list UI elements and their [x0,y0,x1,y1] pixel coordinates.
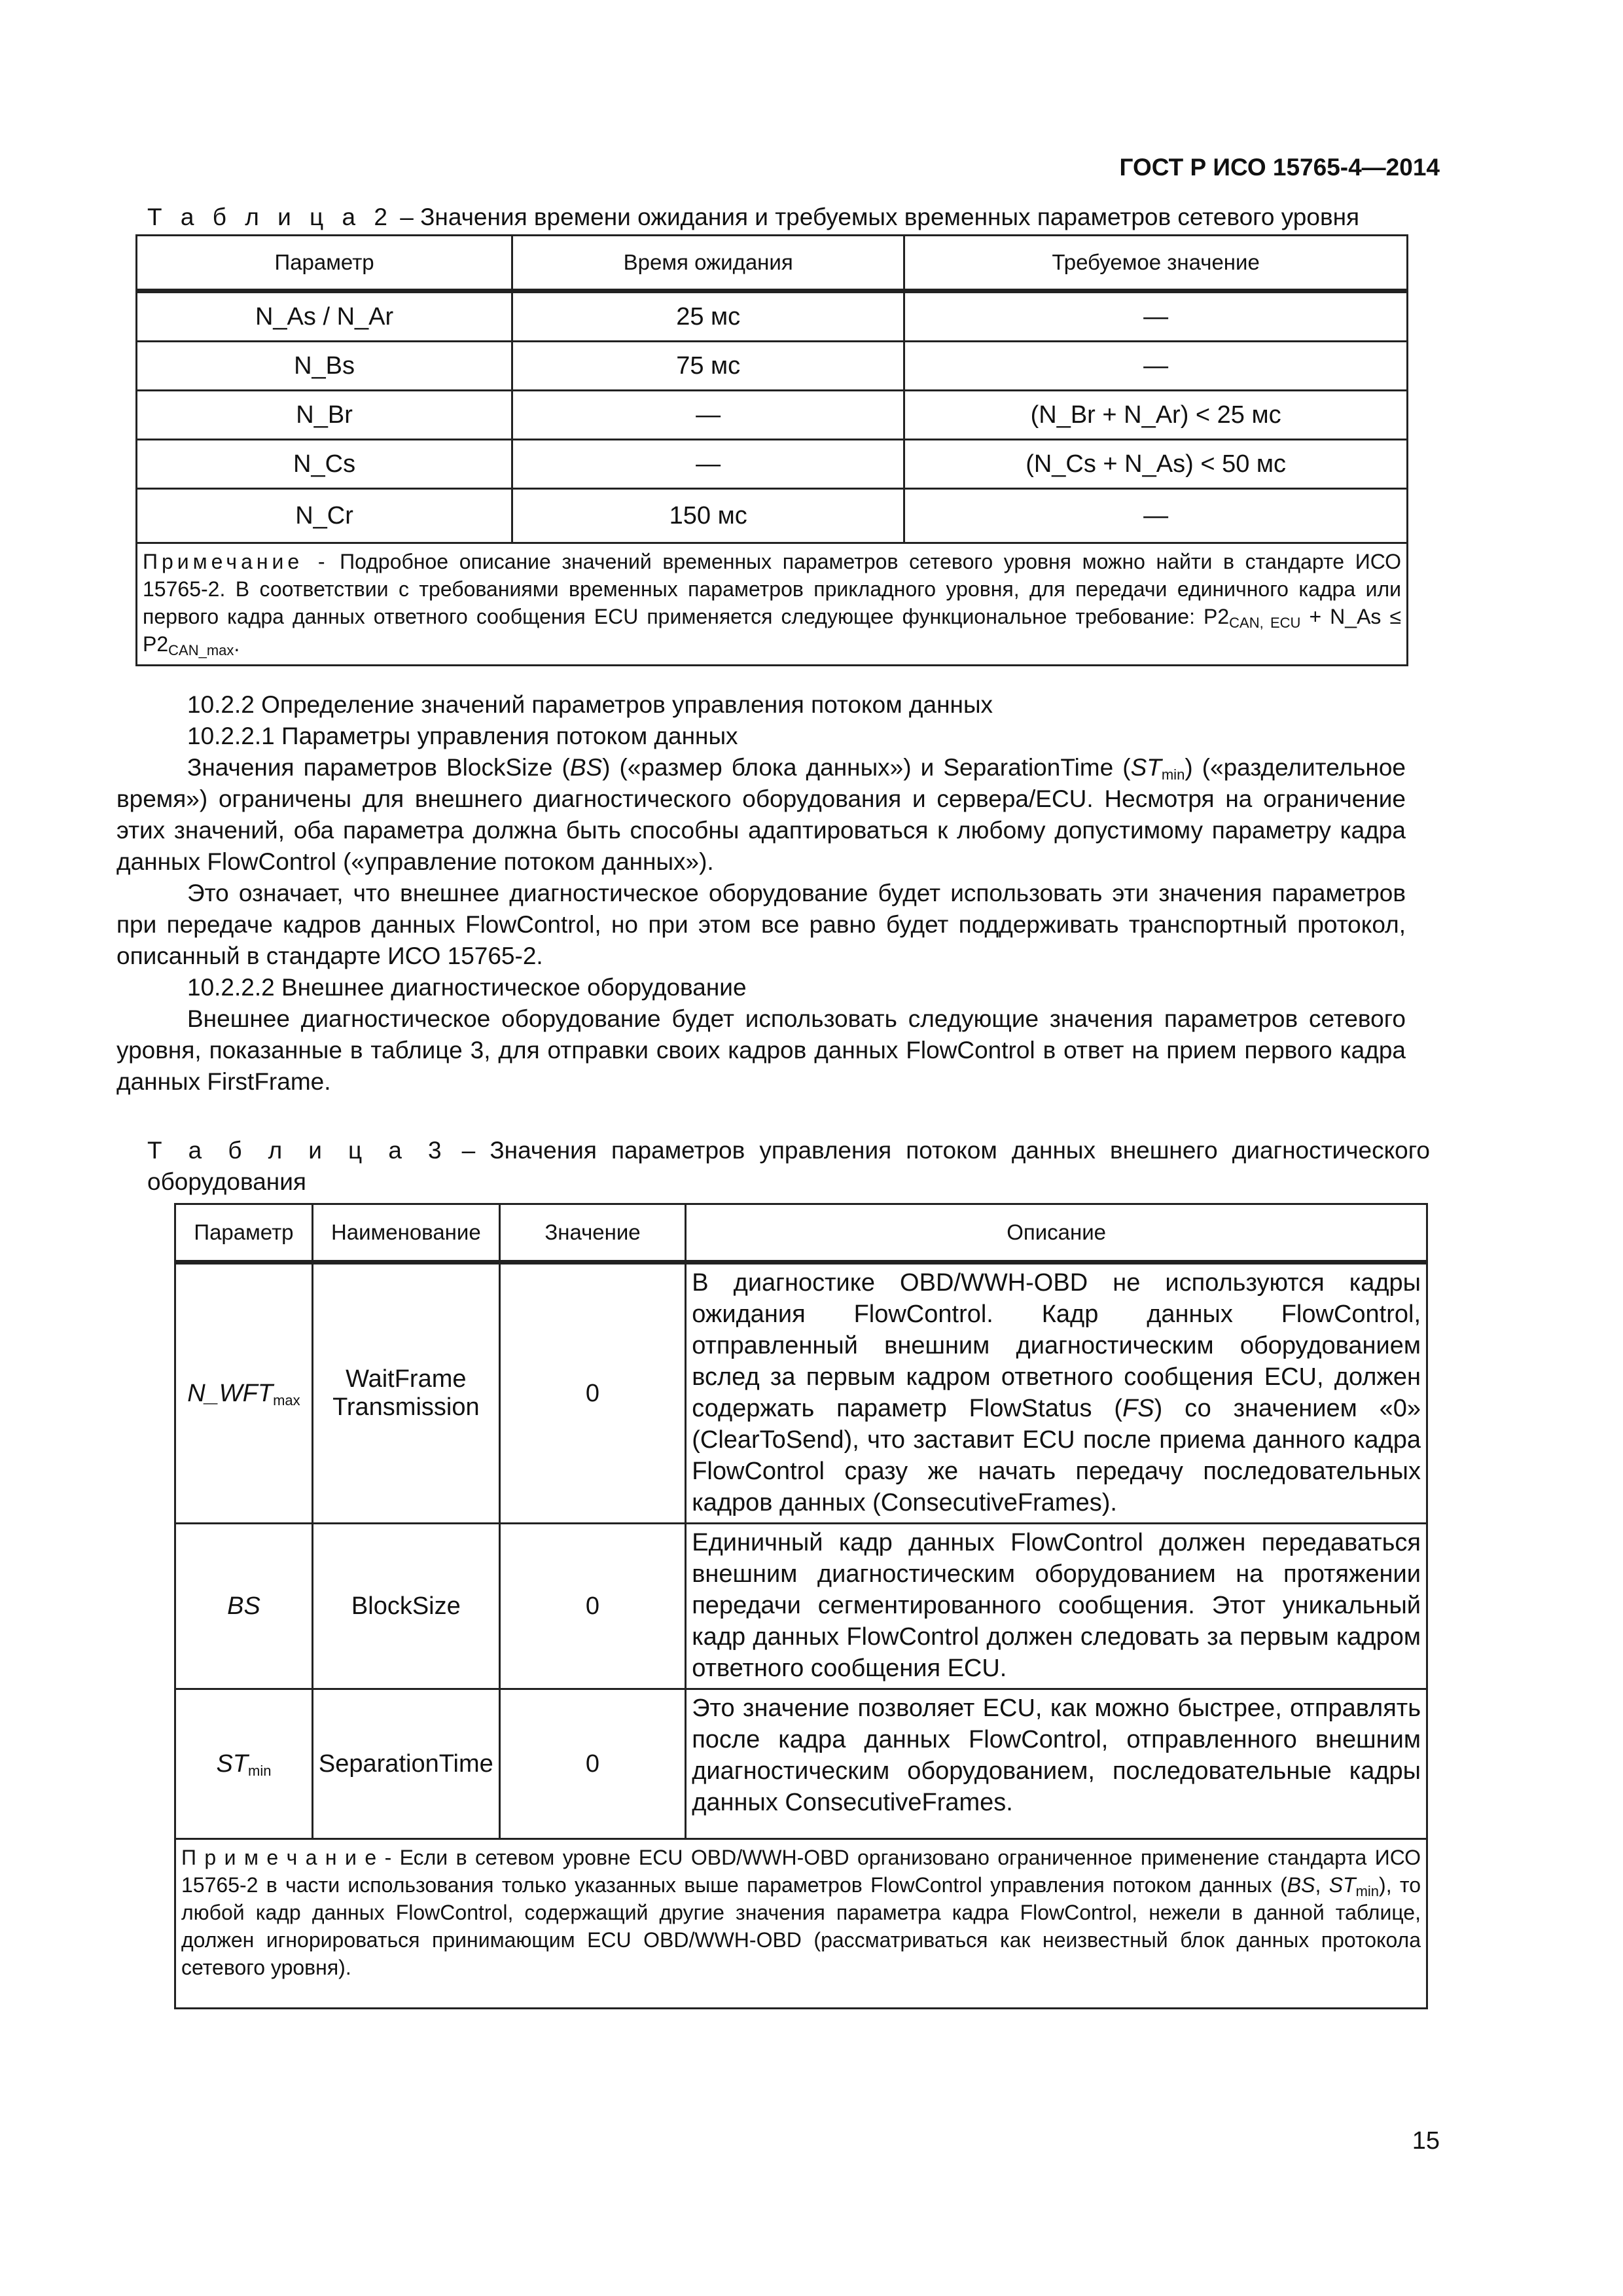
table3-value-cell: 0 [499,1689,685,1839]
section-heading: 10.2.2 Определение значений параметров управления потоком данных [187,691,993,718]
table3-name-cell: WaitFrame Transmission [312,1263,499,1524]
table2-note-sub: CAN_max [168,642,234,658]
table3-header-cell: Наименование [312,1204,499,1263]
section-body [116,689,1406,1098]
table3-desc-cell: Это значение позволяет ECU, как можно быстрее, отправлять после кадра данных FlowControl, отправленного внешним диагностическим оборудованием, последовательные кадры данных ConsecutiveFrames. [686,1689,1427,1839]
paragraph-text: Значения параметров BlockSize ( [187,754,570,781]
table2-caption-text: – Значения времени ожидания и требуемых временных параметров сетевого уровня [393,204,1360,230]
table3-header-cell: Значение [499,1204,685,1263]
param-symbol: BS [1287,1873,1315,1897]
table-row [137,489,1408,543]
table2-cell: 25 мс [512,291,904,342]
table3-param-cell [175,1263,313,1524]
param-symbol: BS [227,1592,260,1620]
table3-note [175,1839,1427,2009]
page-number: 15 [1412,2127,1440,2155]
table3-note-row [175,1839,1427,2009]
table2-cell: — [512,391,904,440]
table3-note-text: - Если в сетевом уровне ECU OBD/WWH-OBD организовано ограниченное применение стандарта ИСО 15765-2 в части использования только указанных выше параметров FlowControl управления потоком данных ( [181,1846,1421,1897]
param-symbol: ST [216,1749,248,1778]
table2-caption [147,202,1430,233]
table3-desc-cell [686,1263,1427,1524]
table3-name-cell: BlockSize [312,1524,499,1689]
desc-text: В диагностике OBD/WWH-OBD не используются кадры ожидания FlowControl. Кадр данных FlowControl, отправленный внешним диагностическим оборудованием вслед за первым кадром ответного сообщения ECU, должен содержать параметр FlowStatus ( [692,1269,1421,1422]
paragraph [116,752,1406,878]
table-row [175,1263,1427,1524]
table2-cell: — [904,342,1408,391]
param-subscript: max [273,1391,300,1408]
param-subscript: min [1161,766,1185,783]
table3-label: Т а б л и ц а 3 [147,1137,448,1164]
param-symbol: BS [569,754,603,781]
table2-note-label: Примечание - [143,550,329,573]
table-row [175,1689,1427,1839]
table2-cell: (N_Cs + N_As) < 50 мс [904,440,1408,489]
table-row [137,291,1408,342]
table-row [137,391,1408,440]
param-subscript: min [248,1762,272,1779]
paragraph: Это означает, что внешнее диагностическое оборудование будет использовать эти значения параметров при передаче кадров данных FlowControl, но при этом все равно будет поддерживать транспортный протокол, описанный в стандарте ИСО 15765-2. [116,880,1406,969]
table2-header-cell: Параметр [137,236,512,291]
subsection-heading: 10.2.2.2 Внешнее диагностическое оборудование [187,974,747,1001]
table2-header-cell: Время ожидания [512,236,904,291]
table3-note-label: П р и м е ч а н и е [181,1846,377,1869]
subsection-heading: 10.2.2.1 Параметры управления потоком данных [187,723,738,749]
table2-header-row [137,236,1408,291]
table-row [137,440,1408,489]
table2-label: Т а б л и ц а 2 [147,204,393,230]
param-symbol: N_WFT [187,1379,274,1407]
table2-note-text: + N_As ≤ P2 [143,605,1402,656]
desc-text: ) со значением «0» (ClearToSend), что заставит ECU после приема данного кадра FlowControl сразу же начать передачу последовательных кадров данных (ConsecutiveFrames). [692,1395,1421,1516]
table3-param-cell [175,1689,313,1839]
table3-value-cell: 0 [499,1263,685,1524]
param-symbol: FS [1122,1395,1154,1422]
table3-header-row [175,1204,1427,1263]
table2-cell: N_Cr [137,489,512,543]
table-row [137,342,1408,391]
table2-cell: N_Bs [137,342,512,391]
param-subscript: min [1355,1883,1380,1899]
table2-note-sub: CAN, ECU [1229,615,1301,631]
table3-note-text: ), то любой кадр данных FlowControl, содержащий другие значения параметра кадра FlowControl, нежели в данной таблице, должен игнорироваться принимающим ECU OBD/WWH-OBD (рассматриваться как неизвестный блок данных протокола сетевого уровня). [181,1873,1421,1979]
table2-cell: — [904,291,1408,342]
document-standard-id: ГОСТ Р ИСО 15765-4—2014 [1119,154,1440,181]
table2-note-text: Подробное описание значений временных параметров сетевого уровня можно найти в стандарте ИСО 15765-2. В соответствии с требованиями временных параметров прикладного уровня, для передачи единичного кадра или первого кадра данных ответного сообщения ECU применяется следующее функциональное требование: P2 [143,550,1402,628]
table3-caption [147,1135,1430,1198]
table2-note [137,543,1408,666]
table3-param-cell [175,1524,313,1689]
table2-cell: — [904,489,1408,543]
table2 [135,234,1408,666]
table2-cell: N_Br [137,391,512,440]
table2-cell: (N_Br + N_Ar) < 25 мс [904,391,1408,440]
table3-name-cell: SeparationTime [312,1689,499,1839]
table3-desc-cell: Единичный кадр данных FlowControl должен передаваться внешним диагностическим оборудованием на протяжении передачи сегментированного сообщения. Этот уникальный кадр данных FlowControl должен следовать за первым кадром ответного сообщения ECU. [686,1524,1427,1689]
table2-note-row [137,543,1408,666]
table2-cell: N_Cs [137,440,512,489]
table3 [174,1203,1428,2009]
table2-note-text: . [234,632,240,656]
table2-cell: N_As / N_Ar [137,291,512,342]
paragraph-text: ) («размер блока данных») и SeparationTime ( [602,754,1131,781]
table3-value-cell: 0 [499,1524,685,1689]
table2-header-cell: Требуемое значение [904,236,1408,291]
param-symbol: ST [1130,754,1162,781]
paragraph: Внешнее диагностическое оборудование будет использовать следующие значения параметров сетевого уровня, показанные в таблице 3, для отправки своих кадров данных FlowControl в ответ на прием первого кадра данных FirstFrame. [116,1005,1406,1095]
paragraph-text: ) («разделительное время») ограничены для внешнего диагностического оборудования и сервера/ECU. Несмотря на ограничение этих значений, оба параметра должна быть способны адаптироваться к любому допустимому параметру кадра данных FlowControl («управление потоком данных»). [116,754,1406,875]
table2-cell: — [512,440,904,489]
table3-caption-text: – Значения параметров управления потоком данных внешнего диагностического оборудования [147,1137,1431,1195]
param-symbol: ST [1329,1873,1356,1897]
table3-note-text: , [1315,1873,1329,1897]
table3-header-cell: Описание [686,1204,1427,1263]
table2-cell: 150 мс [512,489,904,543]
table3-header-cell: Параметр [175,1204,313,1263]
table-row [175,1524,1427,1689]
table2-cell: 75 мс [512,342,904,391]
